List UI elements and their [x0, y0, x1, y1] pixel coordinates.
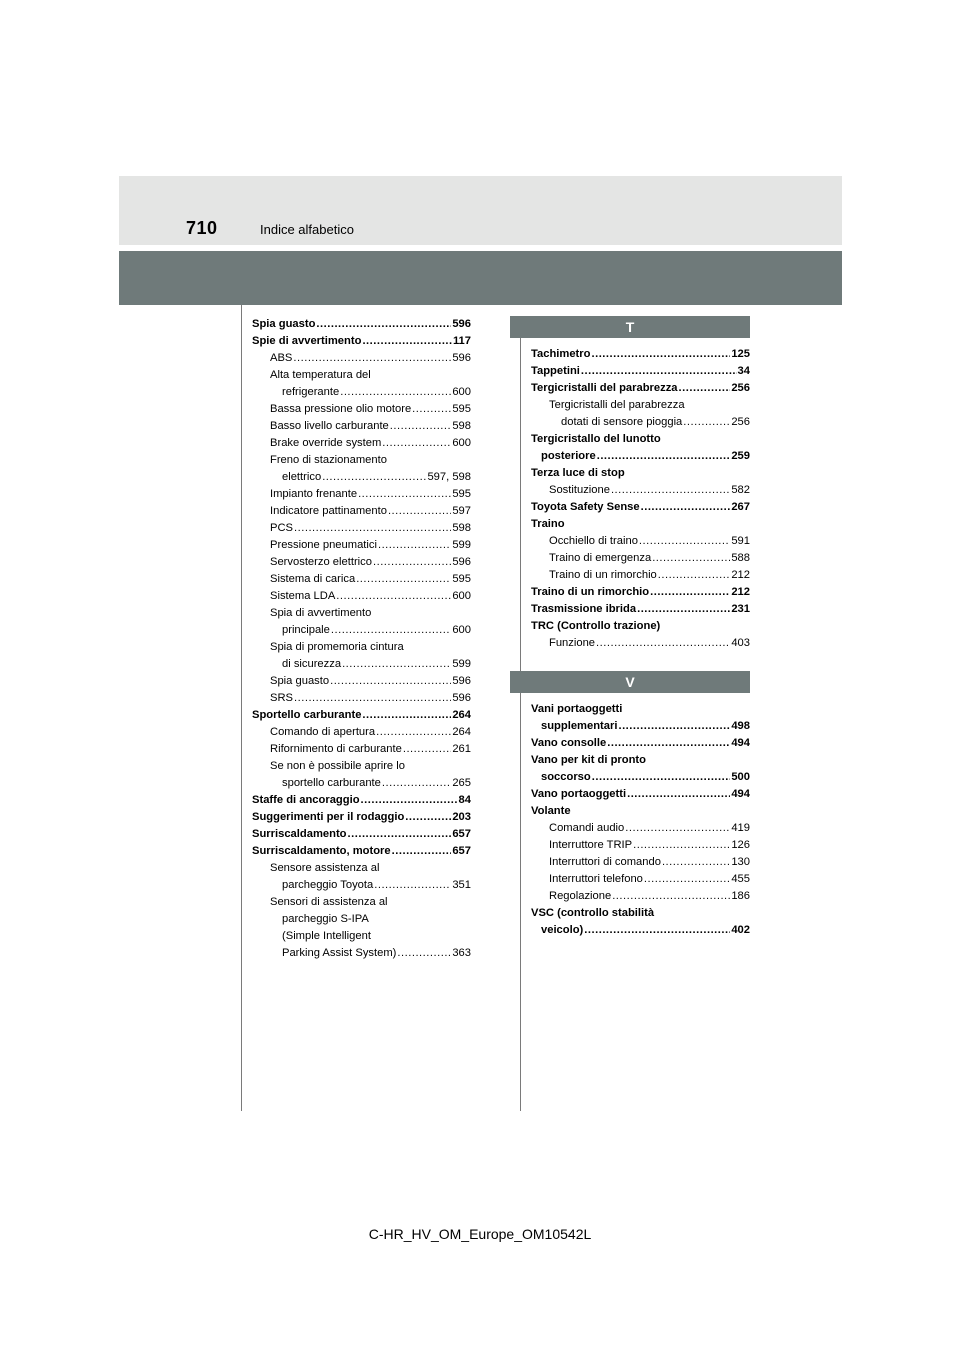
- entry-page-number: 599: [452, 539, 471, 551]
- entry-label: soccorso: [541, 771, 591, 783]
- entry-label: Interruttori telefono: [549, 873, 643, 885]
- index-entry: [531, 363, 750, 380]
- entry-page-number: 265: [452, 777, 471, 789]
- entry-page-number: 596: [452, 675, 471, 687]
- entry-page-number: 600: [452, 624, 471, 636]
- index-subentry: [252, 469, 471, 486]
- entry-label: Tachimetro: [531, 348, 591, 360]
- entry-page-number: 84: [458, 794, 471, 806]
- entry-page-number: 595: [452, 403, 471, 415]
- entry-page-number: 363: [452, 947, 471, 959]
- leader-dots: [597, 448, 731, 465]
- entry-page-number: 267: [731, 501, 750, 513]
- entry-label: posteriore: [541, 450, 596, 462]
- index-subentry: [252, 554, 471, 571]
- header-band: [119, 176, 842, 245]
- index-subentry: [531, 820, 750, 837]
- entry-page-number: 597, 598: [427, 471, 471, 483]
- index-subentry: [531, 533, 750, 550]
- entry-page-number: 582: [731, 484, 750, 496]
- leader-dots: [331, 622, 451, 639]
- page-number: 710: [186, 218, 218, 238]
- entry-page-number: 600: [452, 590, 471, 602]
- leader-dots: [403, 741, 451, 758]
- entry-label: Traino di un rimorchio: [549, 569, 657, 581]
- entry-label: Occhiello di traino: [549, 535, 638, 547]
- entry-page-number: 231: [731, 603, 750, 615]
- entry-page-number: 498: [731, 720, 750, 732]
- leader-dots: [679, 380, 731, 397]
- entry-label: Funzione: [549, 637, 596, 649]
- entry-page-number: 419: [731, 822, 750, 834]
- index-subentry: [252, 350, 471, 367]
- entry-label: Sportello carburante: [252, 709, 362, 721]
- left-column-rule: [241, 305, 242, 1111]
- entry-page-number: 600: [452, 386, 471, 398]
- leader-dots: [382, 775, 451, 792]
- index-subentry: [252, 435, 471, 452]
- leader-dots: [336, 588, 451, 605]
- index-entry: [531, 786, 750, 803]
- entry-page-number: 130: [731, 856, 750, 868]
- entry-label: PCS: [270, 522, 294, 534]
- entry-page-number: 264: [452, 709, 471, 721]
- index-entry: Tergicristallo del lunotto: [531, 433, 661, 445]
- entry-label: Spia guasto: [270, 675, 330, 687]
- entry-label: elettrico: [282, 471, 322, 483]
- leader-dots: [627, 786, 730, 803]
- leader-dots: [397, 945, 451, 962]
- entry-label: Trasmissione ibrida: [531, 603, 637, 615]
- entry-label: Impianto frenante: [270, 488, 358, 500]
- entry-label: Pressione pneumatici: [270, 539, 377, 551]
- leader-dots: [644, 871, 730, 888]
- index-subentry: Alta temperatura del: [270, 369, 371, 381]
- entry-label: parcheggio Toyota: [282, 879, 374, 891]
- index-entry: Terza luce di stop: [531, 467, 625, 479]
- leader-dots: [362, 707, 451, 724]
- entry-label: Servosterzo elettrico: [270, 556, 372, 568]
- entry-page-number: 259: [731, 450, 750, 462]
- leader-dots: [641, 499, 731, 516]
- entry-page-number: 596: [452, 318, 471, 330]
- leader-dots: [592, 769, 731, 786]
- entry-page-number: 402: [731, 924, 750, 936]
- index-entry: [531, 380, 750, 397]
- leader-dots: [405, 809, 451, 826]
- leader-dots: [378, 537, 451, 554]
- leader-dots: [390, 418, 452, 435]
- index-entry: [252, 792, 471, 809]
- index-subentry: Freno di stazionamento: [270, 454, 387, 466]
- entry-page-number: 212: [731, 569, 750, 581]
- index-subentry: Spia di avvertimento: [270, 607, 372, 619]
- index-subentry: [531, 854, 750, 871]
- entry-label: Interruttore TRIP: [549, 839, 633, 851]
- entry-label: Spia guasto: [252, 318, 316, 330]
- entry-page-number: 500: [731, 771, 750, 783]
- entry-page-number: 186: [731, 890, 750, 902]
- entry-label: veicolo): [541, 924, 584, 936]
- entry-label: Indicatore pattinamento: [270, 505, 387, 517]
- entry-label: sportello carburante: [282, 777, 381, 789]
- index-column-left: [252, 316, 471, 962]
- index-entry: [531, 922, 750, 939]
- index-subentry: [252, 503, 471, 520]
- leader-dots: [611, 482, 730, 499]
- entry-label: di sicurezza: [282, 658, 342, 670]
- leader-dots: [662, 854, 730, 871]
- leader-dots: [322, 469, 426, 486]
- leader-dots: [373, 554, 451, 571]
- entry-page-number: 455: [731, 873, 750, 885]
- index-subentry: [252, 384, 471, 401]
- index-subentry: [252, 656, 471, 673]
- leader-dots: [581, 363, 737, 380]
- index-entry: [252, 809, 471, 826]
- index-entry: [531, 346, 750, 363]
- index-subentry: [531, 635, 750, 652]
- entry-label: Interruttori di comando: [549, 856, 661, 868]
- entry-page-number: 600: [452, 437, 471, 449]
- index-entry: VSC (controllo stabilità: [531, 907, 655, 919]
- leader-dots: [412, 401, 451, 418]
- index-subentry: Sensore assistenza al: [270, 862, 380, 874]
- leader-dots: [361, 792, 458, 809]
- entry-label: Basso livello carburante: [270, 420, 389, 432]
- index-entry: [252, 826, 471, 843]
- index-entry: [531, 601, 750, 618]
- index-entry: [531, 584, 750, 601]
- leader-dots: [584, 922, 730, 939]
- entry-page-number: 494: [731, 737, 750, 749]
- index-subentry: [531, 550, 750, 567]
- index-subentry: [531, 888, 750, 905]
- entry-page-number: 657: [452, 845, 471, 857]
- entry-page-number: 595: [452, 488, 471, 500]
- index-entry: Traino: [531, 518, 565, 530]
- document-code: C-HR_HV_OM_Europe_OM10542L: [368, 1226, 592, 1242]
- entry-label: Spie di avvertimento: [252, 335, 362, 347]
- index-subentry: [252, 724, 471, 741]
- index-subentry: [252, 945, 471, 962]
- index-subentry: Tergicristalli del parabrezza: [549, 399, 685, 411]
- index-subentry: [252, 571, 471, 588]
- leader-dots: [294, 520, 451, 537]
- leader-dots: [388, 503, 451, 520]
- entry-page-number: 598: [452, 522, 471, 534]
- letter-heading-t: T: [510, 316, 750, 338]
- index-entry: [252, 333, 471, 350]
- entry-page-number: 264: [452, 726, 471, 738]
- index-subentry: [252, 775, 471, 792]
- entry-page-number: 34: [737, 365, 750, 377]
- index-subentry: [252, 537, 471, 554]
- leader-dots: [618, 718, 730, 735]
- leader-dots: [392, 843, 452, 860]
- leader-dots: [316, 316, 451, 333]
- index-entry: [531, 448, 750, 465]
- index-subentry: [252, 418, 471, 435]
- entry-label: supplementari: [541, 720, 618, 732]
- entry-page-number: 596: [452, 692, 471, 704]
- entry-label: Tappetini: [531, 365, 580, 377]
- index-entry: [531, 735, 750, 752]
- entry-label: Sistema LDA: [270, 590, 336, 602]
- index-entry: Vani portaoggetti: [531, 703, 623, 715]
- entry-page-number: 256: [731, 382, 750, 394]
- leader-dots: [633, 837, 730, 854]
- index-entry: Volante: [531, 805, 571, 817]
- index-column-right: [531, 316, 750, 939]
- leader-dots: [340, 384, 451, 401]
- index-subentry: [252, 401, 471, 418]
- right-column-rule: [520, 337, 521, 1111]
- leader-dots: [637, 601, 730, 618]
- index-subentry: Spia di promemoria cintura: [270, 641, 404, 653]
- entry-label: principale: [282, 624, 330, 636]
- leader-dots: [650, 584, 730, 601]
- entry-label: Parking Assist System): [282, 947, 397, 959]
- index-subentry: [252, 588, 471, 605]
- index-subentry: [252, 520, 471, 537]
- entry-page-number: 212: [731, 586, 750, 598]
- entry-label: Comandi audio: [549, 822, 625, 834]
- entry-label: Sostituzione: [549, 484, 610, 496]
- leader-dots: [342, 656, 451, 673]
- index-entry: [252, 316, 471, 333]
- leader-dots: [607, 735, 730, 752]
- entry-page-number: 351: [452, 879, 471, 891]
- index-subentry: (Simple Intelligent: [282, 930, 371, 942]
- entry-label: Comando di apertura: [270, 726, 376, 738]
- index-subentry: [252, 622, 471, 639]
- index-subentry: parcheggio S-IPA: [282, 913, 369, 925]
- leader-dots: [358, 486, 451, 503]
- leader-dots: [652, 550, 730, 567]
- entry-page-number: 596: [452, 556, 471, 568]
- entry-label: Surriscaldamento: [252, 828, 347, 840]
- entry-page-number: 598: [452, 420, 471, 432]
- entry-label: Suggerimenti per il rodaggio: [252, 811, 405, 823]
- title-band: [119, 251, 842, 305]
- index-subentry: [252, 877, 471, 894]
- entry-label: Vano portaoggetti: [531, 788, 627, 800]
- index-entry: [252, 707, 471, 724]
- entry-label: Regolazione: [549, 890, 612, 902]
- index-subentry: [531, 871, 750, 888]
- entry-label: Surriscaldamento, motore: [252, 845, 391, 857]
- entry-page-number: 599: [452, 658, 471, 670]
- entry-label: dotati di sensore pioggia: [561, 416, 683, 428]
- index-entry: TRC (Controllo trazione): [531, 620, 661, 632]
- index-subentry: [252, 673, 471, 690]
- entry-label: refrigerante: [282, 386, 340, 398]
- entry-page-number: 591: [731, 535, 750, 547]
- index-subentry: [531, 567, 750, 584]
- leader-dots: [330, 673, 451, 690]
- entry-label: SRS: [270, 692, 294, 704]
- letter-heading-v: V: [510, 671, 750, 693]
- entry-page-number: 126: [731, 839, 750, 851]
- leader-dots: [293, 350, 451, 367]
- entry-page-number: 256: [731, 416, 750, 428]
- entry-page-number: 261: [452, 743, 471, 755]
- section-title: Indice alfabetico: [260, 222, 354, 237]
- entry-label: Traino di emergenza: [549, 552, 652, 564]
- entry-page-number: 494: [731, 788, 750, 800]
- entry-page-number: 597: [452, 505, 471, 517]
- entry-label: Staffe di ancoraggio: [252, 794, 360, 806]
- index-subentry: [252, 486, 471, 503]
- leader-dots: [294, 690, 451, 707]
- leader-dots: [374, 877, 451, 894]
- entry-page-number: 596: [452, 352, 471, 364]
- index-entry: [531, 769, 750, 786]
- entry-label: ABS: [270, 352, 293, 364]
- index-entry: [531, 718, 750, 735]
- leader-dots: [658, 567, 731, 584]
- entry-label: Bassa pressione olio motore: [270, 403, 412, 415]
- index-subentry: Se non è possibile aprire lo: [270, 760, 405, 772]
- leader-dots: [356, 571, 451, 588]
- leader-dots: [625, 820, 730, 837]
- entry-page-number: 595: [452, 573, 471, 585]
- entry-label: Tergicristalli del parabrezza: [531, 382, 678, 394]
- index-entry: Vano per kit di pronto: [531, 754, 646, 766]
- leader-dots: [376, 724, 451, 741]
- leader-dots: [591, 346, 730, 363]
- leader-dots: [612, 888, 730, 905]
- entry-label: Sistema di carica: [270, 573, 356, 585]
- leader-dots: [596, 635, 730, 652]
- entry-page-number: 203: [452, 811, 471, 823]
- index-subentry: Sensori di assistenza al: [270, 896, 388, 908]
- leader-dots: [348, 826, 452, 843]
- index-entry: [252, 843, 471, 860]
- index-subentry: [531, 414, 750, 431]
- entry-label: Vano consolle: [531, 737, 607, 749]
- leader-dots: [382, 435, 451, 452]
- entry-page-number: 403: [731, 637, 750, 649]
- entry-page-number: 657: [452, 828, 471, 840]
- index-subentry: [252, 690, 471, 707]
- leader-dots: [362, 333, 452, 350]
- index-subentry: [252, 741, 471, 758]
- leader-dots: [683, 414, 730, 431]
- entry-label: Brake override system: [270, 437, 382, 449]
- entry-page-number: 588: [731, 552, 750, 564]
- entry-label: Toyota Safety Sense: [531, 501, 640, 513]
- entry-page-number: 125: [731, 348, 750, 360]
- index-subentry: [531, 837, 750, 854]
- entry-label: Rifornimento di carburante: [270, 743, 402, 755]
- index-entry: [531, 499, 750, 516]
- entry-label: Traino di un rimorchio: [531, 586, 650, 598]
- leader-dots: [639, 533, 730, 550]
- entry-page-number: 117: [452, 335, 471, 347]
- index-subentry: [531, 482, 750, 499]
